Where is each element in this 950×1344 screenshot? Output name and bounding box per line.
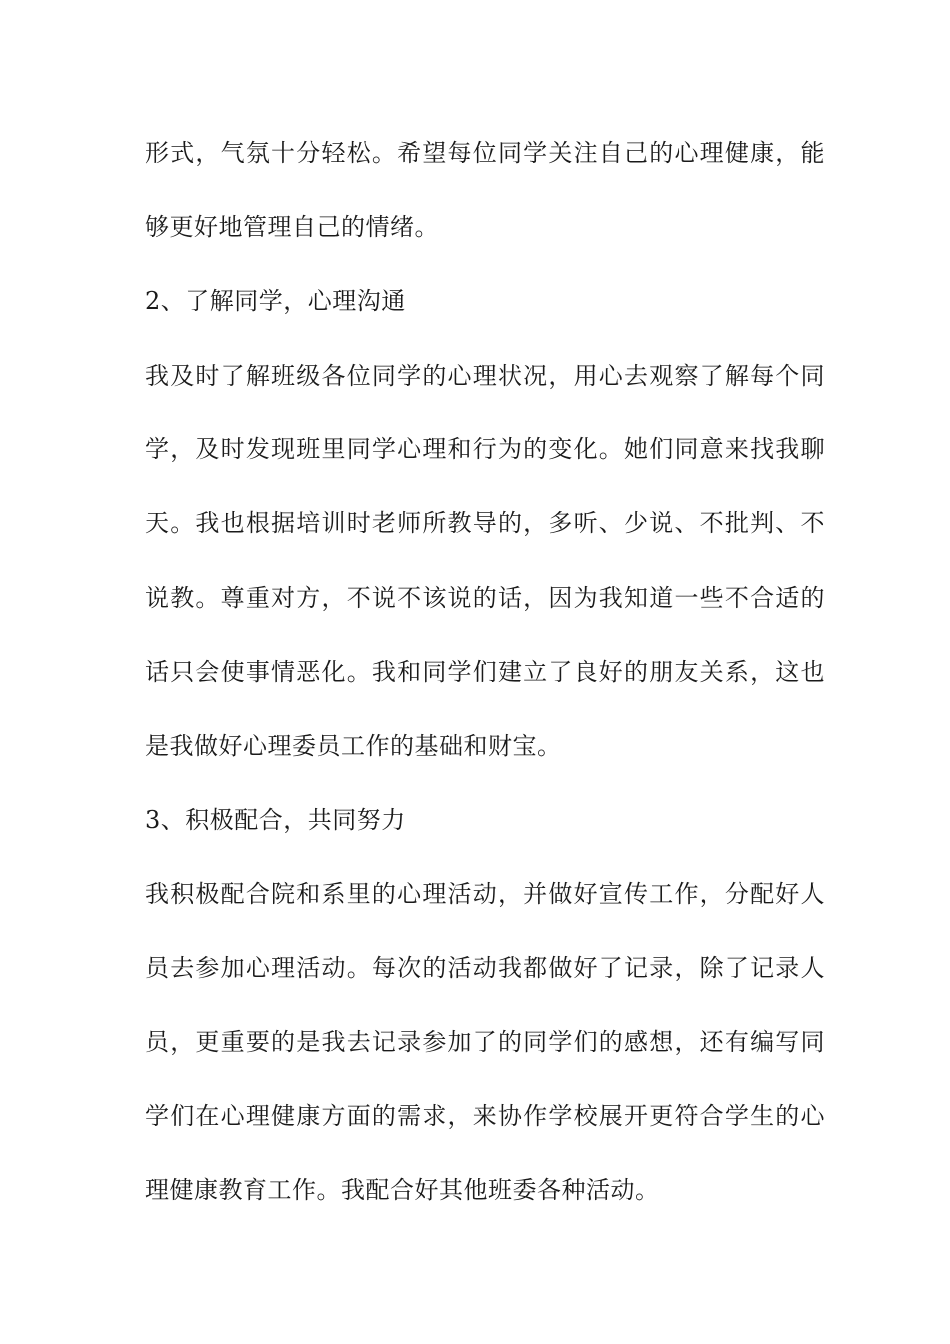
text-line: 学，及时发现班里同学心理和行为的变化。她们同意来找我聊 — [145, 435, 825, 463]
text-line: 理健康教育工作。我配合好其他班委各种活动。 — [145, 1176, 660, 1204]
text-line: 天。我也根据培训时老师所教导的，多听、少说、不批判、不 — [145, 509, 825, 537]
section-heading: 3、积极配合，共同努力 — [145, 806, 406, 834]
text-line: 我及时了解班级各位同学的心理状况，用心去观察了解每个同 — [145, 362, 825, 390]
text-line: 学们在心理健康方面的需求，来协作学校展开更符合学生的心 — [145, 1102, 825, 1130]
section-heading: 2、了解同学，心理沟通 — [145, 287, 406, 315]
text-line: 是我做好心理委员工作的基础和财宝。 — [145, 732, 562, 760]
text-line: 员去参加心理活动。每次的活动我都做好了记录，除了记录人 — [145, 954, 825, 982]
text-line: 员，更重要的是我去记录参加了的同学们的感想，还有编写同 — [145, 1028, 825, 1056]
text-line: 够更好地管理自己的情绪。 — [145, 213, 439, 241]
text-line: 我积极配合院和系里的心理活动，并做好宣传工作，分配好人 — [145, 880, 825, 908]
text-line: 形式，气氛十分轻松。希望每位同学关注自己的心理健康，能 — [145, 139, 825, 167]
text-line: 说教。尊重对方，不说不该说的话，因为我知道一些不合适的 — [145, 584, 825, 612]
text-line: 话只会使事情恶化。我和同学们建立了良好的朋友关系，这也 — [145, 658, 825, 686]
